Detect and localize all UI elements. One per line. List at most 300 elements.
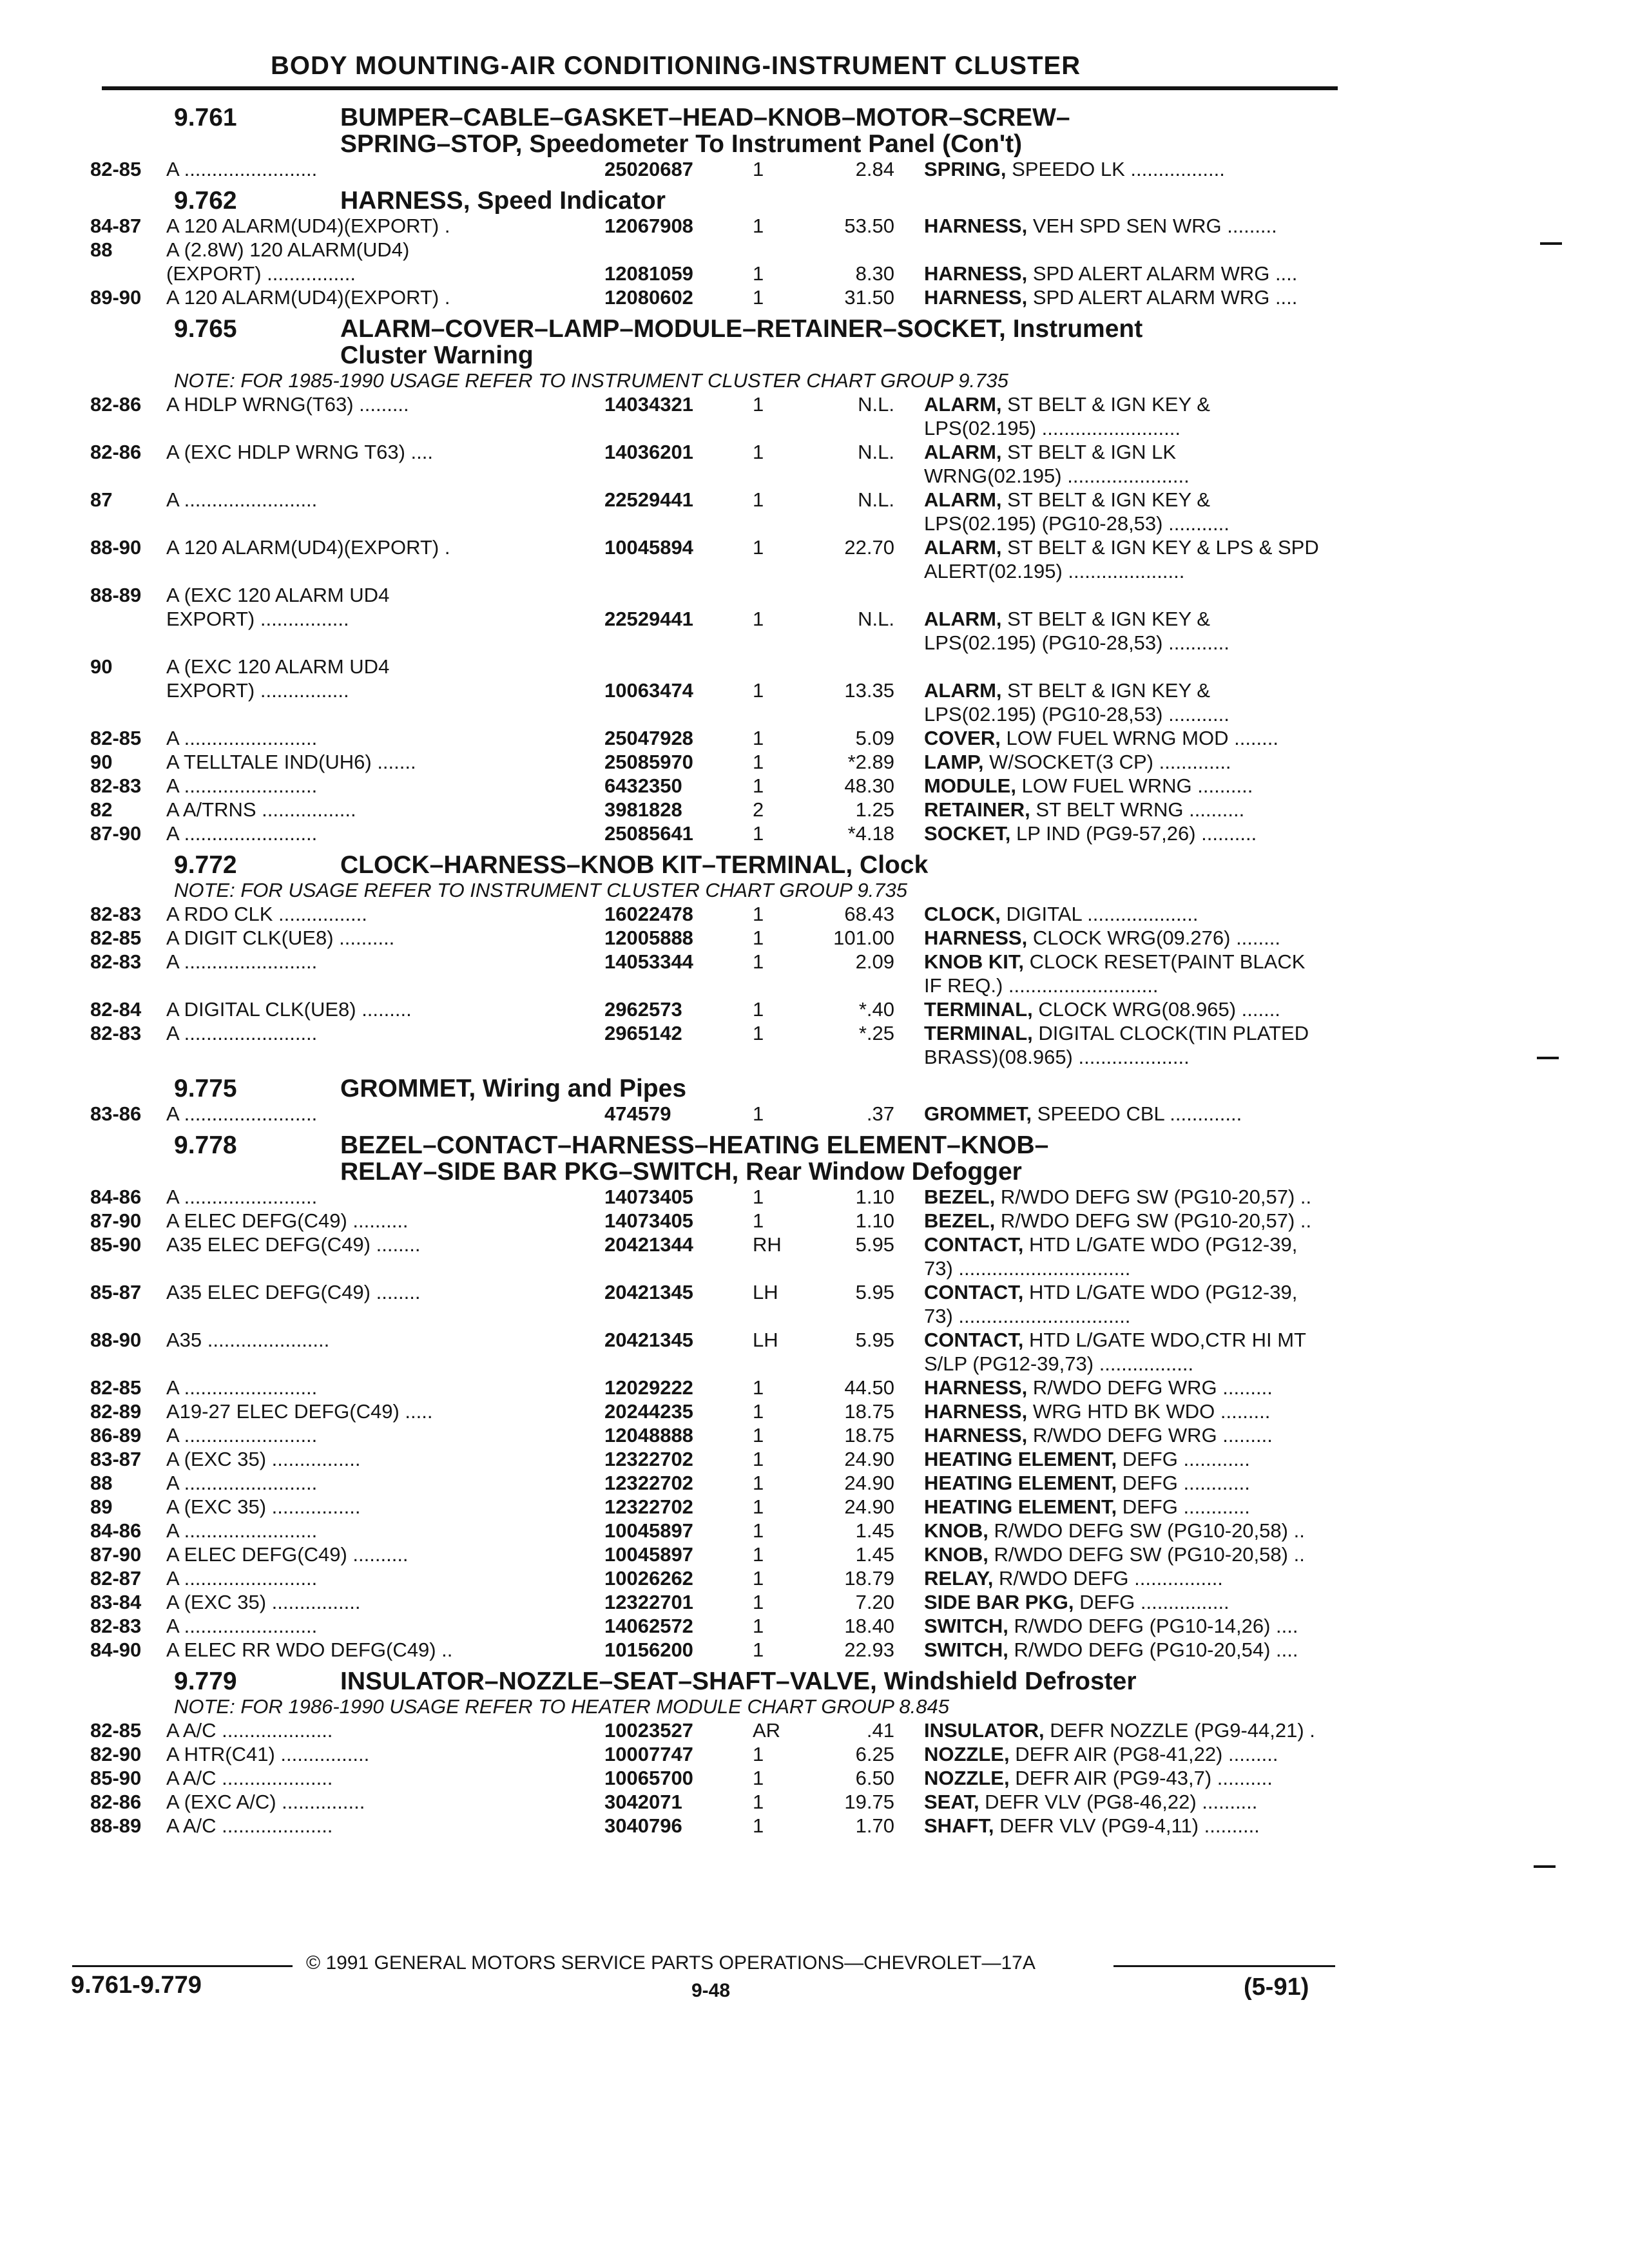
quantity: 1 bbox=[753, 1567, 764, 1590]
quantity: 1 bbox=[753, 1424, 764, 1446]
part-row bbox=[90, 488, 1340, 535]
list-price: N.L. bbox=[858, 608, 894, 630]
part-row bbox=[90, 1209, 1340, 1233]
usage-code: A35 ELEC DEFG(C49) ........ bbox=[166, 1281, 421, 1303]
part-row bbox=[90, 1790, 1340, 1814]
part-row bbox=[90, 1233, 1340, 1280]
part-number: 12322702 bbox=[604, 1448, 693, 1470]
part-description: ALARM, ST BELT & IGN KEY & LPS(02.195) (PG10-28,53) ........... bbox=[924, 608, 1229, 654]
model-years: 90 bbox=[90, 751, 113, 773]
part-description: CLOCK, DIGITAL .................... bbox=[924, 903, 1199, 925]
model-years: 87-90 bbox=[90, 1543, 142, 1566]
list-price: 5.09 bbox=[855, 727, 894, 749]
part-row bbox=[90, 1495, 1340, 1519]
part-description: ALARM, ST BELT & IGN LK WRNG(02.195) ...................... bbox=[924, 441, 1190, 487]
part-number: 12048888 bbox=[604, 1424, 693, 1446]
part-description: CONTACT, HTD L/GATE WDO (PG12-39, 73) ............................... bbox=[924, 1281, 1298, 1327]
usage-code: A ........................ bbox=[166, 774, 318, 797]
model-years: 84-87 bbox=[90, 215, 142, 237]
list-price: 22.93 bbox=[844, 1639, 894, 1661]
list-price: 5.95 bbox=[855, 1329, 894, 1351]
usage-code: A 120 ALARM(UD4)(EXPORT) . bbox=[166, 286, 450, 309]
section-title: HARNESS, Speed Indicator bbox=[340, 187, 666, 215]
usage-code: A ........................ bbox=[166, 822, 318, 845]
part-number: 14073405 bbox=[604, 1186, 693, 1208]
quantity: LH bbox=[753, 1329, 778, 1351]
list-price: 22.70 bbox=[844, 536, 894, 559]
model-years: 82-86 bbox=[90, 441, 142, 463]
part-description: TERMINAL, DIGITAL CLOCK(TIN PLATED BRASS)(08.965) .................... bbox=[924, 1022, 1309, 1068]
part-description: MODULE, LOW FUEL WRNG .......... bbox=[924, 774, 1253, 797]
model-years: 82-86 bbox=[90, 1791, 142, 1813]
list-price: 13.35 bbox=[844, 679, 894, 702]
quantity: 1 bbox=[753, 158, 764, 180]
list-price: N.L. bbox=[858, 441, 894, 463]
part-description: CONTACT, HTD L/GATE WDO (PG12-39, 73) ............................... bbox=[924, 1233, 1298, 1280]
usage-code: A 120 ALARM(UD4)(EXPORT) . bbox=[166, 536, 450, 559]
usage-code: A ........................ bbox=[166, 1186, 318, 1208]
part-description: HARNESS, CLOCK WRG(09.276) ........ bbox=[924, 927, 1280, 949]
model-years: 88 bbox=[90, 238, 113, 261]
section-title: GROMMET, Wiring and Pipes bbox=[340, 1075, 687, 1102]
quantity: 1 bbox=[753, 1767, 764, 1789]
usage-code: A ........................ bbox=[166, 488, 318, 511]
section-heading bbox=[90, 104, 1340, 157]
quantity: 1 bbox=[753, 1376, 764, 1399]
part-description: BEZEL, R/WDO DEFG SW (PG10-20,57) .. bbox=[924, 1209, 1312, 1232]
footer-page-number: 9-48 bbox=[691, 1980, 731, 2001]
part-description: ALARM, ST BELT & IGN KEY & LPS & SPD ALERT(02.195) ..................... bbox=[924, 536, 1319, 582]
usage-code: A ........................ bbox=[166, 727, 318, 749]
part-description: SWITCH, R/WDO DEFG (PG10-20,54) .... bbox=[924, 1639, 1298, 1661]
model-years: 82-86 bbox=[90, 393, 142, 416]
part-description: ALARM, ST BELT & IGN KEY & LPS(02.195) ......................... bbox=[924, 393, 1210, 439]
quantity: 1 bbox=[753, 608, 764, 630]
part-row bbox=[90, 1280, 1340, 1328]
part-row bbox=[90, 392, 1340, 440]
model-years: 82-83 bbox=[90, 903, 142, 925]
part-row bbox=[90, 1399, 1340, 1423]
list-price: *2.89 bbox=[847, 751, 894, 773]
part-number: 20421344 bbox=[604, 1233, 693, 1256]
usage-code: A (EXC 120 ALARM UD4 EXPORT) ................ bbox=[166, 584, 390, 630]
usage-code: A ........................ bbox=[166, 1022, 318, 1044]
part-description: SIDE BAR PKG, DEFG ................ bbox=[924, 1591, 1229, 1613]
part-number: 14036201 bbox=[604, 441, 693, 463]
model-years: 85-87 bbox=[90, 1281, 142, 1303]
usage-code: A ........................ bbox=[166, 1424, 318, 1446]
model-years: 82-85 bbox=[90, 727, 142, 749]
model-years: 87-90 bbox=[90, 822, 142, 845]
section-title: CLOCK–HARNESS–KNOB KIT–TERMINAL, Clock bbox=[340, 851, 929, 879]
list-price: *.40 bbox=[858, 998, 894, 1021]
model-years: 88-89 bbox=[90, 584, 142, 606]
model-years: 82-83 bbox=[90, 950, 142, 973]
part-number: 10065700 bbox=[604, 1767, 693, 1789]
part-description: HEATING ELEMENT, DEFG ............ bbox=[924, 1495, 1250, 1518]
usage-code: A HTR(C41) ................ bbox=[166, 1743, 370, 1765]
part-number: 12067908 bbox=[604, 215, 693, 237]
quantity: 1 bbox=[753, 1400, 764, 1423]
part-row bbox=[90, 1185, 1340, 1209]
list-price: 19.75 bbox=[844, 1791, 894, 1813]
part-number: 10045894 bbox=[604, 536, 693, 559]
model-years: 82-85 bbox=[90, 158, 142, 180]
list-price: N.L. bbox=[858, 488, 894, 511]
section-heading bbox=[90, 316, 1340, 369]
part-description: SOCKET, LP IND (PG9-57,26) .......... bbox=[924, 822, 1257, 845]
list-price: 24.90 bbox=[844, 1472, 894, 1494]
usage-code: A ........................ bbox=[166, 1567, 318, 1590]
part-number: 12005888 bbox=[604, 927, 693, 949]
list-price: 2.84 bbox=[855, 158, 894, 180]
part-row bbox=[90, 726, 1340, 750]
list-price: 2.09 bbox=[855, 950, 894, 973]
quantity: 1 bbox=[753, 262, 764, 285]
part-number: 10045897 bbox=[604, 1543, 693, 1566]
model-years: 88-90 bbox=[90, 1329, 142, 1351]
part-row bbox=[90, 1566, 1340, 1590]
part-row bbox=[90, 774, 1340, 798]
model-years: 87-90 bbox=[90, 1209, 142, 1232]
usage-code: A A/C .................... bbox=[166, 1814, 333, 1837]
part-number: 10063474 bbox=[604, 679, 693, 702]
page-title: BODY MOUNTING-AIR CONDITIONING-INSTRUMENT CLUSTER bbox=[271, 52, 1081, 80]
part-row bbox=[90, 902, 1340, 926]
usage-code: A (EXC 35) ................ bbox=[166, 1495, 361, 1518]
quantity: 1 bbox=[753, 1186, 764, 1208]
quantity: 1 bbox=[753, 1022, 764, 1044]
quantity: 1 bbox=[753, 488, 764, 511]
model-years: 82-83 bbox=[90, 774, 142, 797]
list-price: 8.30 bbox=[855, 262, 894, 285]
list-price: 18.75 bbox=[844, 1424, 894, 1446]
quantity: 1 bbox=[753, 1448, 764, 1470]
list-price: 18.75 bbox=[844, 1400, 894, 1423]
part-row bbox=[90, 1718, 1340, 1742]
part-row bbox=[90, 1423, 1340, 1447]
quantity: 1 bbox=[753, 1791, 764, 1813]
section-heading bbox=[90, 187, 1340, 214]
model-years: 86-89 bbox=[90, 1424, 142, 1446]
quantity: 1 bbox=[753, 679, 764, 702]
part-description: GROMMET, SPEEDO CBL ............. bbox=[924, 1102, 1242, 1125]
part-number: 12081059 bbox=[604, 262, 693, 285]
usage-code: A ........................ bbox=[166, 950, 318, 973]
list-price: 1.45 bbox=[855, 1543, 894, 1566]
part-number: 25085970 bbox=[604, 751, 693, 773]
quantity: 1 bbox=[753, 1615, 764, 1637]
part-number: 2965142 bbox=[604, 1022, 682, 1044]
section-title: INSULATOR–NOZZLE–SEAT–SHAFT–VALVE, Windshield Defroster bbox=[340, 1667, 1137, 1695]
list-price: 48.30 bbox=[844, 774, 894, 797]
footer-rule-left bbox=[72, 1965, 293, 1967]
usage-code: A 120 ALARM(UD4)(EXPORT) . bbox=[166, 215, 450, 237]
list-price: 18.40 bbox=[844, 1615, 894, 1637]
part-number: 14062572 bbox=[604, 1615, 693, 1637]
usage-code: A DIGIT CLK(UE8) .......... bbox=[166, 927, 395, 949]
list-price: 1.25 bbox=[855, 798, 894, 821]
part-number: 20244235 bbox=[604, 1400, 693, 1423]
section-heading bbox=[90, 1075, 1340, 1102]
section-note: NOTE: FOR USAGE REFER TO INSTRUMENT CLUSTER CHART GROUP 9.735 bbox=[174, 879, 907, 901]
part-description: SPRING, SPEEDO LK ................. bbox=[924, 158, 1225, 180]
model-years: 82-83 bbox=[90, 1022, 142, 1044]
section-title: BUMPER–CABLE–GASKET–HEAD–KNOB–MOTOR–SCREW– SPRING–STOP, Speedometer To Instrument Panel (Con't) bbox=[340, 104, 1070, 158]
list-price: *.25 bbox=[858, 1022, 894, 1044]
list-price: 6.50 bbox=[855, 1767, 894, 1789]
part-number: 3981828 bbox=[604, 798, 682, 821]
part-description: HARNESS, R/WDO DEFG WRG ......... bbox=[924, 1376, 1273, 1399]
section-number: 9.761 bbox=[174, 104, 237, 131]
part-number: 25085641 bbox=[604, 822, 693, 845]
model-years: 83-84 bbox=[90, 1591, 142, 1613]
part-description: ALARM, ST BELT & IGN KEY & LPS(02.195) (PG10-28,53) ........... bbox=[924, 488, 1229, 535]
list-price: 53.50 bbox=[844, 215, 894, 237]
list-price: 68.43 bbox=[844, 903, 894, 925]
list-price: 24.90 bbox=[844, 1495, 894, 1518]
quantity: 1 bbox=[753, 903, 764, 925]
part-description: HARNESS, SPD ALERT ALARM WRG .... bbox=[924, 262, 1298, 285]
part-row bbox=[90, 926, 1340, 950]
part-number: 12322702 bbox=[604, 1495, 693, 1518]
part-row bbox=[90, 1542, 1340, 1566]
section-heading bbox=[90, 852, 1340, 878]
quantity: 1 bbox=[753, 1591, 764, 1613]
part-number: 14053344 bbox=[604, 950, 693, 973]
part-number: 12322701 bbox=[604, 1591, 693, 1613]
part-number: 16022478 bbox=[604, 903, 693, 925]
section-number: 9.775 bbox=[174, 1075, 237, 1102]
quantity: 1 bbox=[753, 215, 764, 237]
section-number: 9.778 bbox=[174, 1131, 237, 1159]
quantity: 1 bbox=[753, 751, 764, 773]
part-description: SHAFT, DEFR VLV (PG9-4,11) .......... bbox=[924, 1814, 1260, 1837]
part-description: NOZZLE, DEFR AIR (PG8-41,22) ......... bbox=[924, 1743, 1278, 1765]
part-row bbox=[90, 1102, 1340, 1126]
part-description: SWITCH, R/WDO DEFG (PG10-14,26) .... bbox=[924, 1615, 1298, 1637]
quantity: 1 bbox=[753, 1495, 764, 1518]
part-row bbox=[90, 1021, 1340, 1069]
part-row bbox=[90, 822, 1340, 845]
part-number: 14034321 bbox=[604, 393, 693, 416]
footer-range: 9.761-9.779 bbox=[71, 1972, 202, 1999]
usage-code: A A/TRNS ................. bbox=[166, 798, 356, 821]
quantity: LH bbox=[753, 1281, 778, 1303]
part-number: 12322702 bbox=[604, 1472, 693, 1494]
usage-code: A RDO CLK ................ bbox=[166, 903, 367, 925]
part-description: TERMINAL, CLOCK WRG(08.965) ....... bbox=[924, 998, 1280, 1021]
usage-code: A (EXC 120 ALARM UD4 EXPORT) ................ bbox=[166, 655, 390, 702]
part-description: KNOB KIT, CLOCK RESET(PAINT BLACK IF REQ.) ........................... bbox=[924, 950, 1306, 997]
header-rule bbox=[102, 86, 1338, 90]
list-price: .41 bbox=[866, 1719, 894, 1742]
part-number: 14073405 bbox=[604, 1209, 693, 1232]
model-years: 88 bbox=[90, 1472, 113, 1494]
part-row bbox=[90, 285, 1340, 309]
margin-tick bbox=[1537, 1057, 1559, 1059]
part-number: 25047928 bbox=[604, 727, 693, 749]
quantity: 1 bbox=[753, 1814, 764, 1837]
model-years: 87 bbox=[90, 488, 113, 511]
part-description: HARNESS, SPD ALERT ALARM WRG .... bbox=[924, 286, 1298, 309]
list-price: N.L. bbox=[858, 393, 894, 416]
quantity: 1 bbox=[753, 774, 764, 797]
section-note: NOTE: FOR 1985-1990 USAGE REFER TO INSTRUMENT CLUSTER CHART GROUP 9.735 bbox=[174, 369, 1008, 392]
quantity: 1 bbox=[753, 998, 764, 1021]
part-number: 2962573 bbox=[604, 998, 682, 1021]
part-row bbox=[90, 238, 1340, 285]
part-row bbox=[90, 1376, 1340, 1399]
list-price: 1.70 bbox=[855, 1814, 894, 1837]
usage-code: A35 ELEC DEFG(C49) ........ bbox=[166, 1233, 421, 1256]
part-number: 3042071 bbox=[604, 1791, 682, 1813]
model-years: 82-87 bbox=[90, 1567, 142, 1590]
footer-rule-right bbox=[1113, 1965, 1335, 1967]
usage-code: A HDLP WRNG(T63) ......... bbox=[166, 393, 409, 416]
part-row bbox=[90, 214, 1340, 238]
part-description: SEAT, DEFR VLV (PG8-46,22) .......... bbox=[924, 1791, 1258, 1813]
quantity: 1 bbox=[753, 1472, 764, 1494]
model-years: 83-86 bbox=[90, 1102, 142, 1125]
list-price: .37 bbox=[866, 1102, 894, 1125]
quantity: RH bbox=[753, 1233, 782, 1256]
part-number: 22529441 bbox=[604, 608, 693, 630]
quantity: 1 bbox=[753, 441, 764, 463]
usage-code: A A/C .................... bbox=[166, 1767, 333, 1789]
part-row bbox=[90, 583, 1340, 655]
model-years: 84-86 bbox=[90, 1186, 142, 1208]
usage-code: A ........................ bbox=[166, 1376, 318, 1399]
model-years: 90 bbox=[90, 655, 113, 678]
usage-code: A ELEC DEFG(C49) .......... bbox=[166, 1543, 409, 1566]
part-row bbox=[90, 997, 1340, 1021]
part-row bbox=[90, 798, 1340, 822]
usage-code: A (EXC A/C) ............... bbox=[166, 1791, 365, 1813]
usage-code: A (EXC 35) ................ bbox=[166, 1448, 361, 1470]
part-row bbox=[90, 1328, 1340, 1376]
part-number: 6432350 bbox=[604, 774, 682, 797]
model-years: 82 bbox=[90, 798, 113, 821]
quantity: 1 bbox=[753, 727, 764, 749]
part-number: 10045897 bbox=[604, 1519, 693, 1542]
model-years: 84-86 bbox=[90, 1519, 142, 1542]
quantity: 1 bbox=[753, 1639, 764, 1661]
quantity: 1 bbox=[753, 950, 764, 973]
usage-code: A (2.8W) 120 ALARM(UD4) (EXPORT) ................ bbox=[166, 238, 410, 285]
part-number: 10156200 bbox=[604, 1639, 693, 1661]
part-row bbox=[90, 1638, 1340, 1662]
part-number: 3040796 bbox=[604, 1814, 682, 1837]
part-description: CONTACT, HTD L/GATE WDO,CTR HI MT S/LP (PG12-39,73) ................. bbox=[924, 1329, 1306, 1375]
list-price: 101.00 bbox=[833, 927, 894, 949]
part-description: KNOB, R/WDO DEFG SW (PG10-20,58) .. bbox=[924, 1543, 1305, 1566]
list-price: 5.95 bbox=[855, 1233, 894, 1256]
list-price: 24.90 bbox=[844, 1448, 894, 1470]
part-row bbox=[90, 1614, 1340, 1638]
part-description: COVER, LOW FUEL WRNG MOD ........ bbox=[924, 727, 1278, 749]
list-price: 1.10 bbox=[855, 1186, 894, 1208]
quantity: 1 bbox=[753, 1209, 764, 1232]
part-number: 12080602 bbox=[604, 286, 693, 309]
part-row bbox=[90, 655, 1340, 726]
usage-code: A ELEC RR WDO DEFG(C49) .. bbox=[166, 1639, 453, 1661]
list-price: 18.79 bbox=[844, 1567, 894, 1590]
usage-code: A ........................ bbox=[166, 1615, 318, 1637]
part-description: HARNESS, VEH SPD SEN WRG ......... bbox=[924, 215, 1277, 237]
list-price: 44.50 bbox=[844, 1376, 894, 1399]
list-price: *4.18 bbox=[847, 822, 894, 845]
usage-code: A DIGITAL CLK(UE8) ......... bbox=[166, 998, 412, 1021]
usage-code: A TELLTALE IND(UH6) ....... bbox=[166, 751, 416, 773]
part-row bbox=[90, 950, 1340, 997]
model-years: 84-90 bbox=[90, 1639, 142, 1661]
model-years: 82-83 bbox=[90, 1615, 142, 1637]
section-number: 9.765 bbox=[174, 315, 237, 343]
part-row bbox=[90, 1814, 1340, 1838]
list-price: 7.20 bbox=[855, 1591, 894, 1613]
part-description: INSULATOR, DEFR NOZZLE (PG9-44,21) . bbox=[924, 1719, 1315, 1742]
section-number: 9.762 bbox=[174, 187, 237, 215]
part-number: 22529441 bbox=[604, 488, 693, 511]
model-years: 82-85 bbox=[90, 927, 142, 949]
list-price: 6.25 bbox=[855, 1743, 894, 1765]
section-heading bbox=[90, 1132, 1340, 1185]
part-row bbox=[90, 1447, 1340, 1471]
part-description: ALARM, ST BELT & IGN KEY & LPS(02.195) (PG10-28,53) ........... bbox=[924, 679, 1229, 726]
section-heading bbox=[90, 1668, 1340, 1695]
part-row bbox=[90, 1742, 1340, 1766]
usage-code: A A/C .................... bbox=[166, 1719, 333, 1742]
quantity: 1 bbox=[753, 1102, 764, 1125]
margin-tick bbox=[1540, 242, 1562, 245]
usage-code: A19-27 ELEC DEFG(C49) ..... bbox=[166, 1400, 433, 1423]
model-years: 85-90 bbox=[90, 1767, 142, 1789]
list-price: 5.95 bbox=[855, 1281, 894, 1303]
quantity: 1 bbox=[753, 927, 764, 949]
part-number: 20421345 bbox=[604, 1281, 693, 1303]
part-number: 474579 bbox=[604, 1102, 671, 1125]
margin-tick bbox=[1534, 1865, 1556, 1868]
part-row bbox=[90, 1519, 1340, 1542]
part-description: NOZZLE, DEFR AIR (PG9-43,7) .......... bbox=[924, 1767, 1273, 1789]
part-number: 12029222 bbox=[604, 1376, 693, 1399]
model-years: 89 bbox=[90, 1495, 113, 1518]
quantity: 1 bbox=[753, 822, 764, 845]
model-years: 82-85 bbox=[90, 1376, 142, 1399]
section-title: BEZEL–CONTACT–HARNESS–HEATING ELEMENT–KNOB– RELAY–SIDE BAR PKG–SWITCH, Rear Window Defogger bbox=[340, 1131, 1049, 1186]
part-description: LAMP, W/SOCKET(3 CP) ............. bbox=[924, 751, 1231, 773]
part-description: HARNESS, WRG HTD BK WDO ......... bbox=[924, 1400, 1271, 1423]
model-years: 85-90 bbox=[90, 1233, 142, 1256]
quantity: 1 bbox=[753, 286, 764, 309]
quantity: 2 bbox=[753, 798, 764, 821]
quantity: 1 bbox=[753, 1543, 764, 1566]
part-number: 10023527 bbox=[604, 1719, 693, 1742]
part-description: HARNESS, R/WDO DEFG WRG ......... bbox=[924, 1424, 1273, 1446]
part-description: RELAY, R/WDO DEFG ................ bbox=[924, 1567, 1223, 1590]
usage-code: A (EXC 35) ................ bbox=[166, 1591, 361, 1613]
list-price: 1.45 bbox=[855, 1519, 894, 1542]
part-row bbox=[90, 157, 1340, 181]
part-row bbox=[90, 440, 1340, 488]
list-price: 31.50 bbox=[844, 286, 894, 309]
model-years: 82-90 bbox=[90, 1743, 142, 1765]
quantity: AR bbox=[753, 1719, 781, 1742]
part-description: KNOB, R/WDO DEFG SW (PG10-20,58) .. bbox=[924, 1519, 1305, 1542]
part-row bbox=[90, 1471, 1340, 1495]
section-number: 9.779 bbox=[174, 1667, 237, 1695]
